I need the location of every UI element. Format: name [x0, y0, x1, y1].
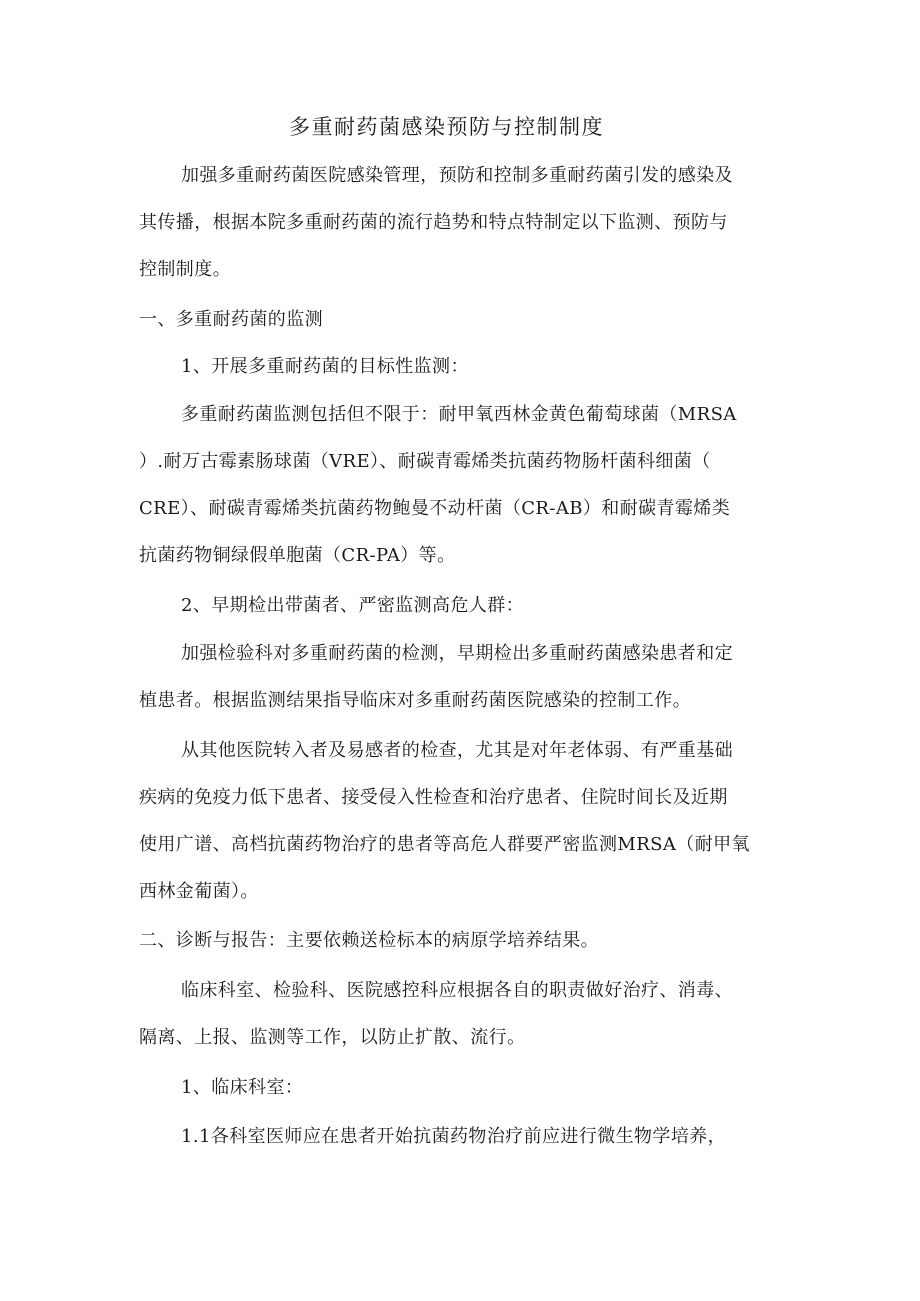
paragraph-line: 隔离、上报、监测等工作，以防止扩散、流行。 [139, 1027, 526, 1048]
document-title: 多重耐药菌感染预防与控制制度 [289, 115, 604, 139]
paragraph-line: 控制制度。 [139, 259, 231, 280]
paragraph-line: 其传播，根据本院多重耐药菌的流行趋势和特点特制定以下监测、预防与 [139, 212, 728, 233]
paragraph-line: ）.耐万古霉素肠球菌（VRE）、耐碳青霉烯类抗菌药物肠杆菌科细菌（ [139, 451, 711, 472]
paragraph-line: 西林金葡菌）。 [139, 881, 259, 902]
paragraph-line: 植患者。根据监测结果指导临床对多重耐药菌医院感染的控制工作。 [139, 690, 691, 711]
paragraph-line: 加强检验科对多重耐药菌的检测，早期检出多重耐药菌感染患者和定 [181, 643, 733, 664]
paragraph-line: CRE）、耐碳青霉烯类抗菌药物鲍曼不动杆菌（CR-AB）和耐碳青霉烯类 [139, 498, 731, 519]
section-heading: 一、多重耐药菌的监测 [139, 309, 323, 330]
paragraph-line: 多重耐药菌监测包括但不限于：耐甲氧西林金黄色葡萄球菌（MRSA [181, 404, 737, 425]
paragraph-line: 从其他医院转入者及易感者的检查，尤其是对年老体弱、有严重基础 [181, 740, 733, 761]
paragraph-line: 加强多重耐药菌医院感染管理，预防和控制多重耐药菌引发的感染及 [181, 165, 733, 186]
paragraph-line: 抗菌药物铜绿假单胞菌（CR-PA）等。 [139, 545, 456, 566]
paragraph-line: 临床科室、检验科、医院感控科应根据各自的职责做好治疗、消毒、 [181, 980, 733, 1001]
subsection-heading: 1、临床科室： [181, 1077, 304, 1098]
paragraph-line: 疾病的免疫力低下患者、接受侵入性检查和治疗患者、住院时间长及近期 [139, 787, 728, 808]
subsection-heading: 1、开展多重耐药菌的目标性监测： [181, 356, 469, 377]
section-heading: 二、诊断与报告：主要依赖送检标本的病原学培养结果。 [139, 930, 599, 951]
subsection-heading: 2、早期检出带菌者、严密监测高危人群： [181, 595, 525, 616]
paragraph-line: 使用广谱、高档抗菌药物治疗的患者等高危人群要严密监测MRSA（耐甲氧 [139, 834, 750, 855]
paragraph-line: 1.1各科室医师应在患者开始抗菌药物治疗前应进行微生物学培养， [181, 1126, 727, 1147]
